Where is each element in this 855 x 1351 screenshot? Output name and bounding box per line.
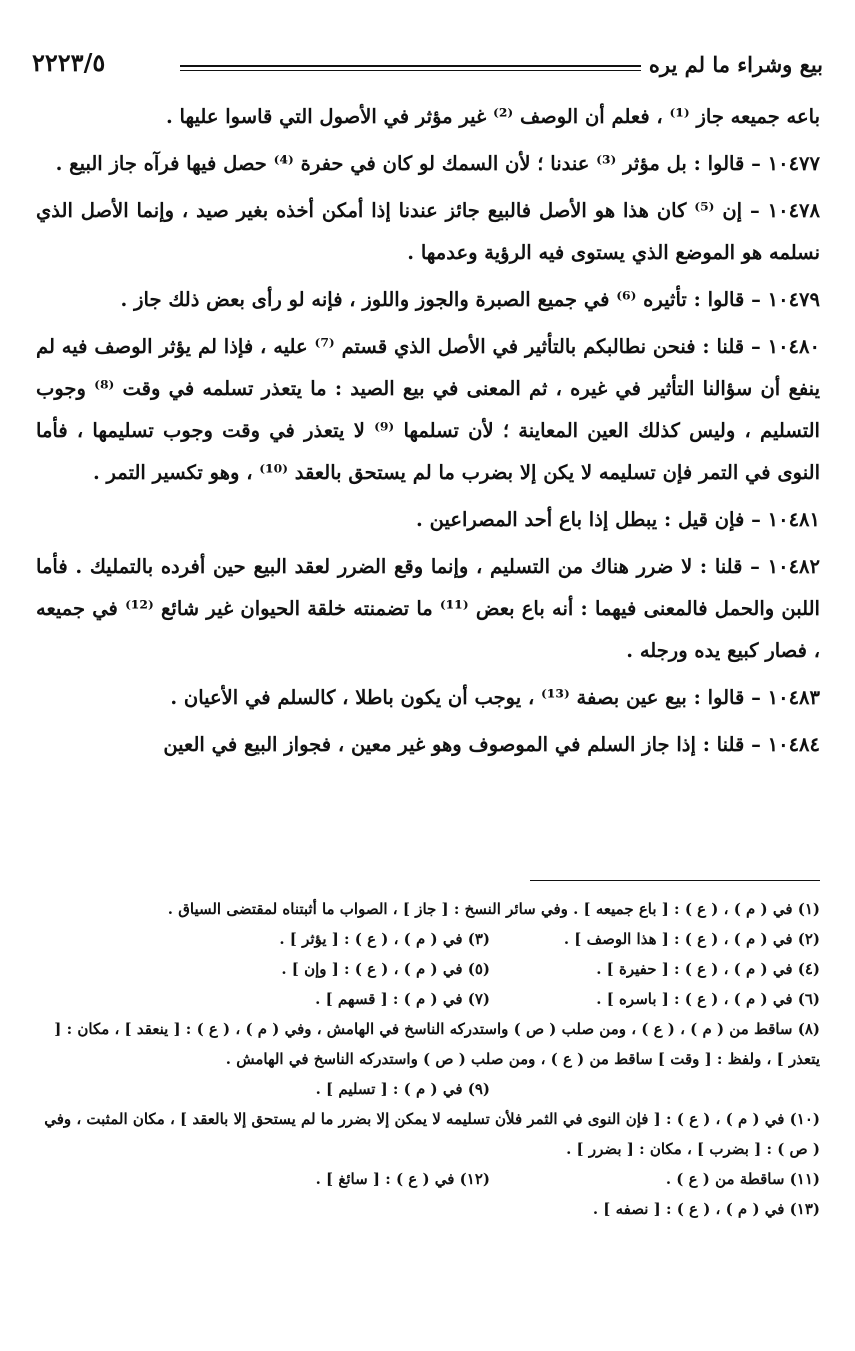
- page-header: [32, 48, 823, 88]
- footnotes: [40, 894, 820, 1224]
- footnote-divider: [530, 880, 820, 881]
- footnote: (٢) في ( م ) ، ( ع ) : [ هذا الوصف ] .: [563, 930, 820, 948]
- paragraph: ١٠٤٨١ – فإن قيل : يبطل إذا باع أحد المصراعين .: [416, 508, 820, 531]
- paragraph: ١٠٤٨٠ – قلنا : فنحن نطالبكم بالتأثير في الأصل الذي قستم ⁽⁷⁾ عليه ، فإذا لم يؤثر الوصف فيه لم ينفع أن سؤالنا التأثير في غيره ، ثم المعنى في بيع الصيد : ما يتعذر تسلمه في وقت ⁽⁸⁾ وجوب التسليم ، وليس كذلك العين المعاينة ؛ لأن تسلمها ⁽⁹⁾ لا يتعذر في وقت وجوب تسليمها ، فأما النوى في التمر فإن تسليمه لا يكن إلا بضرب ما لم يستحق بالعقد ⁽¹⁰⁾ ، وهو تكسير التمر .: [36, 335, 820, 484]
- running-title: بيع وشراء ما لم يره: [648, 52, 823, 77]
- footnote: (٣) في ( م ) ، ( ع ) : [ يؤثر ] .: [279, 930, 490, 948]
- paragraph: ١٠٤٧٧ – قالوا : بل مؤثر ⁽³⁾ عندنا ؛ لأن السمك لو كان في حفرة ⁽⁴⁾ حصل فيها فرآه جاز البيع .: [55, 152, 820, 175]
- paragraph: ١٠٤٧٩ – قالوا : تأثيره ⁽⁶⁾ في جميع الصبرة والجوز واللوز ، فإنه لو رأى بعض ذلك جاز .: [120, 288, 820, 311]
- footnote-row: [40, 924, 820, 954]
- footnote-row: [40, 1164, 820, 1194]
- footnote-row: [40, 954, 820, 984]
- footnote: (١٠) في ( م ) ، ( ع ) : [ فإن النوى في الثمر فلأن تسليمه لا يمكن إلا بضرر ما لم يستحق إلا بالعقد ] ، مكان المثبت ، وفي ( ص ) : [ بضرب ] ، مكان : [ بضرر ] .: [44, 1110, 820, 1158]
- page-number: ٢٢٢٣/٥: [32, 48, 106, 77]
- paragraph: باعه جميعه جاز ⁽¹⁾ ، فعلم أن الوصف ⁽²⁾ غير مؤثر في الأصول التي قاسوا عليها .: [165, 105, 820, 128]
- header-rule-thin: [180, 70, 641, 71]
- paragraph: ١٠٤٨٤ – قلنا : إذا جاز السلم في الموصوف وهو غير معين ، فجواز البيع في العين: [163, 733, 820, 756]
- footnote: (٧) في ( م ) : [ قسهم ] .: [315, 990, 490, 1008]
- paragraph: ١٠٤٨٢ – قلنا : لا ضرر هناك من التسليم ، وإنما وقع الضرر لعقد البيع حين أفرده بالتمليك . فأما اللبن والحمل فالمعنى فيهما : أنه باع بعض ⁽¹¹⁾ ما تضمنته خلقة الحيوان غير شائع ⁽¹²⁾ في جميعه ، فصار كبيع يده ورجله .: [36, 555, 820, 662]
- paragraph: ١٠٤٧٨ – إن ⁽⁵⁾ كان هذا هو الأصل فالبيع جائز عندنا إذا أمكن أخذه بغير صيد ، وإنما الأصل الذي نسلمه هو الموضع الذي يستوى فيه الرؤية وعدمها .: [36, 199, 821, 264]
- footnote: (٩) في ( م ) : [ تسليم ] .: [315, 1080, 490, 1098]
- footnote: (١١) ساقطة من ( ع ) .: [665, 1170, 820, 1188]
- footnote: (٦) في ( م ) ، ( ع ) : [ باسره ] .: [596, 990, 820, 1008]
- main-text: [36, 96, 820, 771]
- footnote: (٨) ساقط من ( م ) ، ( ع ) ، ومن صلب ( ص ) واستدركه الناسخ في الهامش ، وفي ( م ) ، ( ع ) : [ ينعقد ] ، مكان : [ يتعذر ] ، ولفظ : [ وقت ] ساقط من ( ع ) ، ومن صلب ( ص ) واستدركه الناسخ في الهامش .: [54, 1020, 820, 1068]
- footnote: (١٢) في ( ع ) : [ سائغ ] .: [315, 1170, 490, 1188]
- footnote: (٤) في ( م ) ، ( ع ) : [ حفيرة ] .: [596, 960, 820, 978]
- header-rule: [180, 65, 641, 67]
- footnote: (١٣) في ( م ) ، ( ع ) : [ نصفه ] .: [592, 1200, 820, 1218]
- footnote: (٥) في ( م ) ، ( ع ) : [ وإن ] .: [281, 960, 490, 978]
- footnote: (١) في ( م ) ، ( ع ) : [ باع جميعه ] . وفي سائر النسخ : [ جاز ] ، الصواب ما أثبتناه لمقتضى السياق .: [167, 900, 820, 918]
- paragraph: ١٠٤٨٣ – قالوا : بيع عين بصفة ⁽¹³⁾ ، يوجب أن يكون باطلا ، كالسلم في الأعيان .: [170, 686, 820, 709]
- footnote-row: [40, 984, 820, 1014]
